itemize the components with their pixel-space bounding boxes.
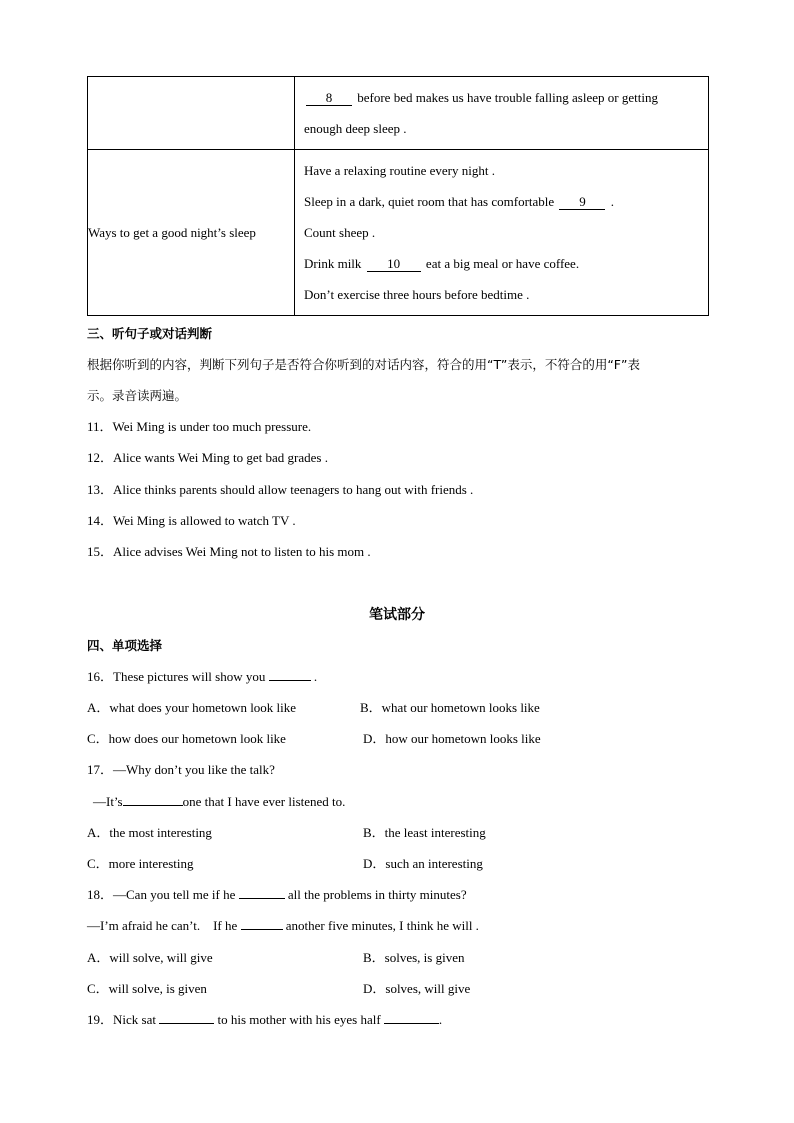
cell-text: Don’t exercise three hours before bedtime . <box>304 287 530 302</box>
question-17-line2 <box>93 793 345 811</box>
question-text: all the problems in thirty minutes? <box>287 887 467 902</box>
table-cell <box>295 150 709 316</box>
cell-text: . <box>610 194 614 209</box>
question-text: one that I have ever listened to. <box>182 794 346 809</box>
question-16 <box>87 668 317 686</box>
option-b: B．the least interesting <box>363 825 486 840</box>
answer-blank <box>123 793 183 806</box>
instruction-text: 示。录音读两遍。 <box>87 388 188 403</box>
option-a: A．what does your hometown look like <box>87 700 297 715</box>
answer-blank <box>384 1011 439 1024</box>
sleep-notes-table <box>87 76 709 316</box>
question-text: to his mother with his eyes half <box>217 1012 381 1027</box>
cell-text: before bed makes us have trouble falling asleep or getting <box>357 90 658 105</box>
answer-blank <box>239 886 285 899</box>
cell-text: eat a big meal or have coffee. <box>425 256 580 271</box>
question-17: 17．—Why don’t you like the talk? <box>87 762 275 777</box>
cell-text: Sleep in a dark, quiet room that has comfortable <box>304 194 555 209</box>
list-item: 15．Alice advises Wei Ming not to listen to his mom . <box>87 544 371 559</box>
question-text: another five minutes, I think he will . <box>285 918 479 933</box>
cell-text: Count sheep . <box>304 225 376 240</box>
option-d: D．how our hometown looks like <box>363 731 541 746</box>
blank-10: 10 <box>367 257 421 272</box>
option-a: A．will solve, will give <box>87 950 213 965</box>
section-heading: 四、单项选择 <box>87 638 163 653</box>
question-text: . <box>438 1012 443 1027</box>
list-item: 11．Wei Ming is under too much pressure. <box>87 419 312 434</box>
list-item: 12．Alice wants Wei Ming to get bad grades . <box>87 450 328 465</box>
option-d: D．solves, will give <box>363 981 471 996</box>
blank-8: 8 <box>306 91 352 106</box>
question-text: 18．—Can you tell me if he <box>87 887 236 902</box>
section-heading: 三、听句子或对话判断 <box>87 326 213 341</box>
question-19 <box>87 1011 442 1029</box>
cell-text: Have a relaxing routine every night . <box>304 163 495 178</box>
table-cell <box>295 77 709 150</box>
option-c: C．will solve, is given <box>87 981 207 996</box>
answer-blank <box>159 1011 214 1024</box>
option-b: B．solves, is given <box>363 950 465 965</box>
question-text: 19．Nick sat <box>87 1012 156 1027</box>
cell-text: Drink milk <box>304 256 362 271</box>
answer-blank <box>241 917 283 930</box>
option-c: C．more interesting <box>87 856 194 871</box>
option-b: B．what our hometown looks like <box>360 700 540 715</box>
blank-9: 9 <box>559 195 605 210</box>
option-c: C．how does our hometown look like <box>87 731 286 746</box>
question-text: 16．These pictures will show you <box>87 669 266 684</box>
list-item: 13．Alice thinks parents should allow teenagers to hang out with friends . <box>87 482 474 497</box>
question-18 <box>87 886 467 904</box>
list-item: 14．Wei Ming is allowed to watch TV . <box>87 513 296 528</box>
option-a: A．the most interesting <box>87 825 212 840</box>
question-text: —It’s <box>93 794 123 809</box>
part-title: 笔试部分 <box>369 607 425 623</box>
table-row <box>88 77 709 150</box>
table-row-label: Ways to get a good night’s sleep <box>88 150 295 316</box>
question-18-line2 <box>87 917 479 935</box>
option-d: D．such an interesting <box>363 856 483 871</box>
cell-text: enough deep sleep . <box>304 121 407 136</box>
table-cell-empty <box>88 77 295 150</box>
question-text: —I’m afraid he can’t. If he <box>87 918 238 933</box>
instruction-text: 根据你听到的内容，判断下列句子是否符合你听到的对话内容，符合的用“T”表示，不符合的用“F”表 <box>87 357 640 372</box>
question-text: . <box>313 669 318 684</box>
answer-blank <box>269 668 311 681</box>
table-row <box>88 150 709 316</box>
